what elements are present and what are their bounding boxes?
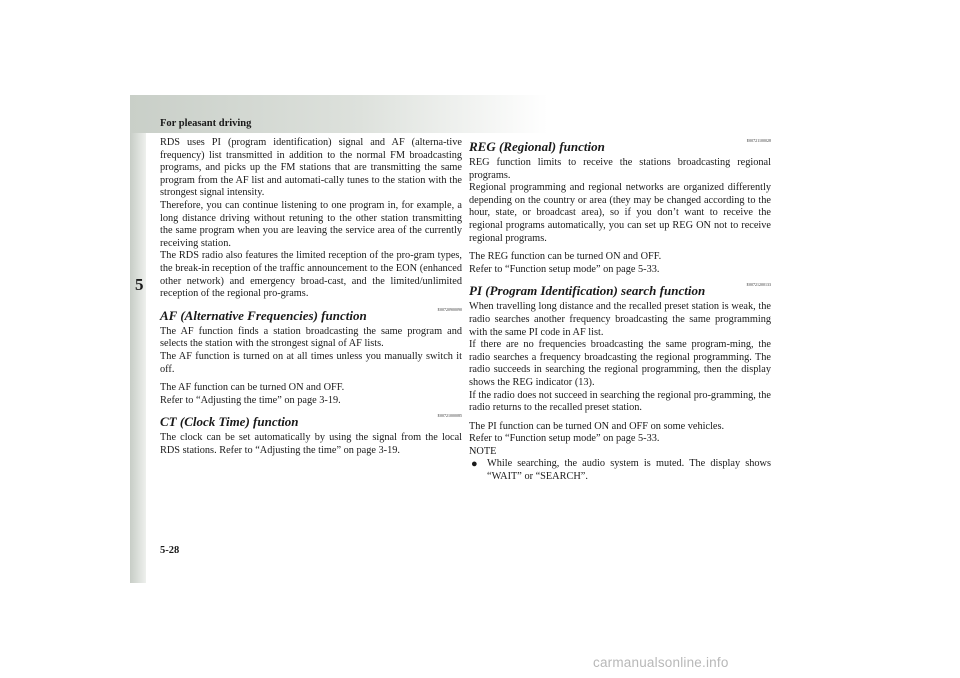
reg-paragraph: The REG function can be turned ON and OFF. bbox=[469, 251, 662, 263]
af-paragraph: The AF function is turned on at all times unless you manually switch it off. bbox=[160, 350, 462, 375]
section-title: For pleasant driving bbox=[160, 118, 252, 129]
note-label: NOTE bbox=[469, 445, 497, 457]
reg-paragraph: Regional programming and regional networks are organized differently depending on the country or area (they may be changed according to the hour, state, or broadcast area), so if you don’t want to receive the regional programs automatically, you can set up REG ON not to receive regional programs. bbox=[469, 182, 771, 244]
ct-section-code: E00721000085 bbox=[437, 413, 462, 419]
pi-reference: Refer to “Function setup mode” on page 5-33. bbox=[469, 433, 660, 445]
af-heading bbox=[160, 302, 462, 324]
af-reference: Refer to “Adjusting the time” on page 3-19. bbox=[160, 394, 341, 406]
reg-reference: Refer to “Function setup mode” on page 5-33. bbox=[469, 263, 660, 275]
watermark: carmanualsonline.info bbox=[593, 655, 729, 670]
ct-heading bbox=[160, 408, 462, 430]
af-paragraph: The AF function finds a station broadcasting the same program and selects the station with the strongest signal of AF lists. bbox=[160, 325, 462, 350]
pi-paragraph: When travelling long distance and the recalled preset station is weak, the radio searches another frequency broadcasting the same programming with the same PI code in AF list. bbox=[469, 301, 771, 338]
pi-heading bbox=[469, 277, 771, 299]
chapter-number: 5 bbox=[135, 275, 144, 294]
pi-section-code: E00721200133 bbox=[746, 282, 771, 288]
chapter-side-tab bbox=[130, 133, 146, 583]
af-section-code: E00720900090 bbox=[437, 306, 462, 312]
right-column bbox=[469, 137, 771, 484]
af-heading-text: AF (Alternative Frequencies) function bbox=[160, 307, 367, 323]
af-paragraph: The AF function can be turned ON and OFF. bbox=[160, 382, 345, 394]
bullet-icon: ● bbox=[471, 458, 478, 471]
reg-paragraph: REG function limits to receive the stations broadcasting regional programs. bbox=[469, 157, 771, 181]
pi-paragraph: The PI function can be turned ON and OFF on some vehicles. bbox=[469, 420, 725, 432]
ct-paragraph: The clock can be set automatically by using the signal from the local RDS stations. Refer to “Adjusting the time” on page 3-19. bbox=[160, 432, 462, 456]
note-text: While searching, the audio system is muted. The display shows “WAIT” or “SEARCH”. bbox=[487, 458, 771, 483]
intro-paragraph: RDS uses PI (program identification) signal and AF (alterna-tive frequency) list transmitted in addition to the normal FM broadcasting programs, and picks up the FM stations that are transmitting the same program from the AF list and automati-cally tunes to the station with the strongest signal intensity. bbox=[160, 137, 462, 199]
intro-paragraph: Therefore, you can continue listening to one program in, for example, a long distance driving without retuning to the other station transmitting the same program when you are leaving the service area of the currently receiving station. bbox=[160, 199, 462, 249]
pi-paragraph: If there are no frequencies broadcasting the same program-ming, the radio searches a frequency broadcasting the regional programming. The radio succeeds in searching the regional programming, then the display shows the REG indicator (13). bbox=[469, 339, 771, 388]
pi-paragraph: If the radio does not succeed in searching the regional pro-gramming, the radio returns to the recalled preset station. bbox=[469, 389, 771, 414]
pi-heading-text: PI (Program Identification) search function bbox=[469, 283, 706, 299]
note-item bbox=[469, 458, 771, 483]
left-column bbox=[160, 137, 462, 457]
reg-heading-text: REG (Regional) function bbox=[469, 139, 605, 154]
reg-section-code: E00721100028 bbox=[746, 138, 771, 143]
intro-paragraph: The RDS radio also features the limited reception of the pro-gram types, the break-in reception of the traffic announcement to the EON (enhanced other network) and emergency broad-cast, and the limited/unlimited reception of the regional pro-grams. bbox=[160, 250, 462, 300]
page-number: 5-28 bbox=[160, 545, 180, 556]
reg-heading bbox=[469, 133, 771, 155]
ct-heading-text: CT (Clock Time) function bbox=[160, 414, 299, 430]
